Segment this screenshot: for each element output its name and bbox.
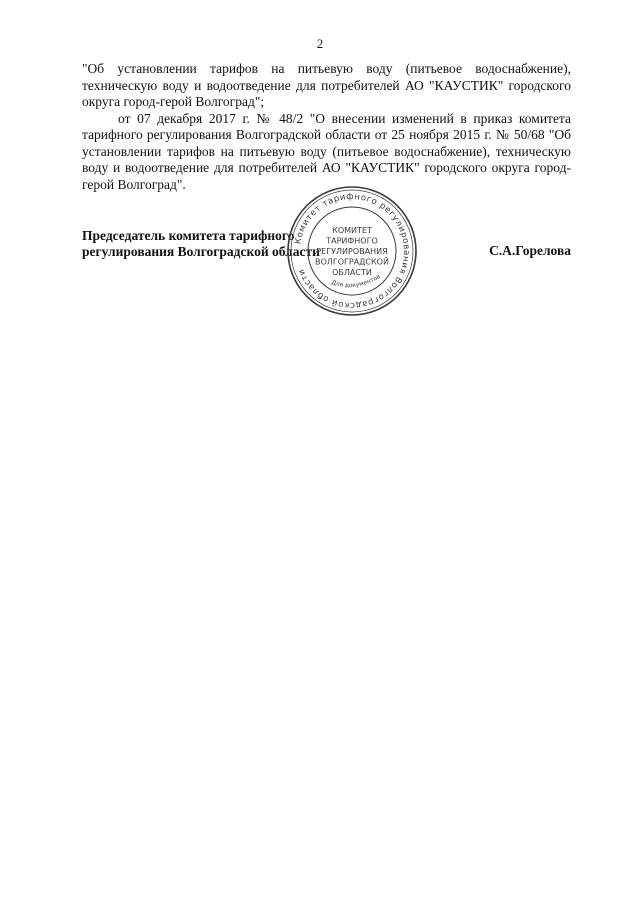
seal-center-text [315,226,389,277]
seal-center-line: ТАРИФНОГО [326,236,378,246]
paragraph-order-reference: от 07 декабря 2017 г. № 48/2 "О внесении изменений в приказ комитета тарифного регулирования Волгоградской области от 25 ноября 2015 г. № 50/68 "Об установлении тарифов на питьевую воду (питьевое водоснабжение), техническую воду и водоотведение для потребителей АО "КАУСТИК" городского округа город-герой Волгоград". [82,110,571,192]
signer-name: С.А.Горелова [489,243,571,258]
signer-position-line-1: Председатель комитета тарифного [82,228,295,243]
document-body [82,61,571,193]
seal-center-line: РЕГУЛИРОВАНИЯ [316,247,388,256]
seal-center-line: ВОЛГОГРАДСКОЙ [315,257,389,267]
seal-center-line: ОБЛАСТИ [332,268,372,277]
seal-center-line: КОМИТЕТ [332,226,372,235]
seal-ring-text: Комитет тарифного регулирования Волгоградской области [293,191,412,311]
page-number: 2 [316,36,324,51]
seal-graphic [285,184,419,318]
seal-bottom-text: Для документов [330,273,382,290]
paragraph-continuation: "Об установлении тарифов на питьевую воду (питьевое водоснабжение), техническую воду и водоотведение для потребителей АО "КАУСТИК" городского округа город-герой Волгоград"; [82,61,571,109]
official-seal-stamp [285,184,419,318]
signer-position-line-2: регулирования Волгоградской области [82,243,320,259]
